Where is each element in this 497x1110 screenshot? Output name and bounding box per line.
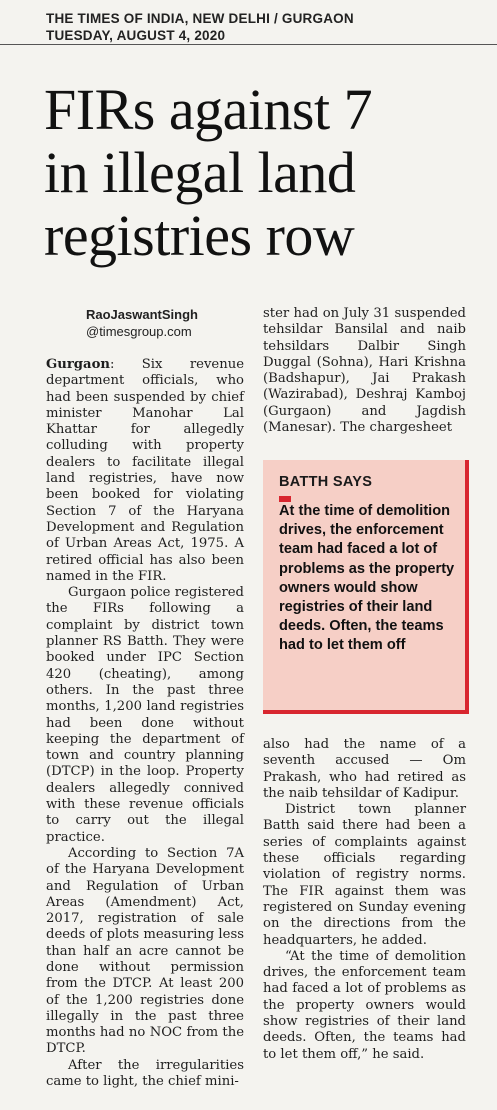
article-column-right-top [263, 306, 466, 436]
paragraph-6: also had the name of a seventh accused — Om Prakash, who had retired as the naib tehsildar of Kadipur. [263, 737, 466, 801]
article-column-left [46, 357, 244, 1090]
paragraph-4: After the irregularities came to light, the chief mini- [46, 1057, 244, 1090]
article-column-right-bottom [263, 737, 466, 1063]
pull-quote-tag: BATTH SAYS [279, 474, 373, 490]
paragraph-3: According to Section 7A of the Haryana Development and Regulation of Urban Areas (Amendment) Act, 2017, registration of sale deeds of plots measuring less than half an acre cannot be done without permission from the DTCP. At least 200 of the 1,200 registries done illegally in the past three months had no NOC from the DTCP. [46, 845, 244, 1057]
paragraph-1 [46, 357, 244, 585]
masthead-rule [0, 44, 497, 45]
pull-quote-text: At the time of demolition drives, the enforcement team had faced a lot of problems as the property owners would show registries of their land deeds. Often, the teams had to let them off [279, 503, 455, 654]
pull-quote-box [263, 460, 469, 714]
masthead [46, 10, 354, 44]
paragraph-7: District town planner Batth said there had been a series of complaints against these officials regarding violation of registry norms. The FIR against them was registered on Sunday evening on the directions from the headquarters, he added. [263, 802, 466, 948]
headline-line-2: in illegal land [44, 140, 356, 205]
byline-handle: @timesgroup.com [86, 324, 192, 339]
headline [44, 78, 484, 267]
headline-line-1: FIRs against 7 [44, 77, 373, 142]
paragraph-5: ster had on July 31 suspended tehsildar Bansilal and naib tehsildars Dalbir Singh Duggal (Sohna), Hari Krishna (Badshapur), Jai Prakash (Wazirabad), Deshraj Kamboj (Gurgaon) and Jagdish (Manesar). The chargesheet [263, 306, 466, 436]
paragraph-1-text: : Six revenue department officials, who had been suspended by chief minister Manohar Lal Khattar for allegedly colluding with property dealers to facilitate illegal land registries, have now been booked for violating Section 7 of the Haryana Development and Regulation of Urban Areas Act, 1975. A retired official has also been named in the FIR. [46, 357, 244, 584]
paragraph-8: “At the time of demolition drives, the enforcement team had faced a lot of problems as the property owners would show registries of their land deeds. Often, the teams had to let them off,” he said. [263, 948, 466, 1062]
masthead-date: TUESDAY, AUGUST 4, 2020 [46, 28, 226, 43]
headline-line-3: registries row [44, 203, 355, 268]
dateline: Gurgaon [46, 357, 110, 372]
byline-name: RaoJaswantSingh [86, 307, 198, 322]
paragraph-2: Gurgaon police registered the FIRs following a complaint by district town planner RS Batth. They were booked under IPC Section 420 (cheating), among others. In the past three months, 1,200 land registries had been done without keeping the department of town and country planning (DTCP) in the loop. Property dealers allegedly connived with these revenue officials to carry out the illegal practice. [46, 585, 244, 845]
masthead-publication: THE TIMES OF INDIA, NEW DELHI / GURGAON [46, 11, 354, 26]
byline [86, 306, 198, 340]
